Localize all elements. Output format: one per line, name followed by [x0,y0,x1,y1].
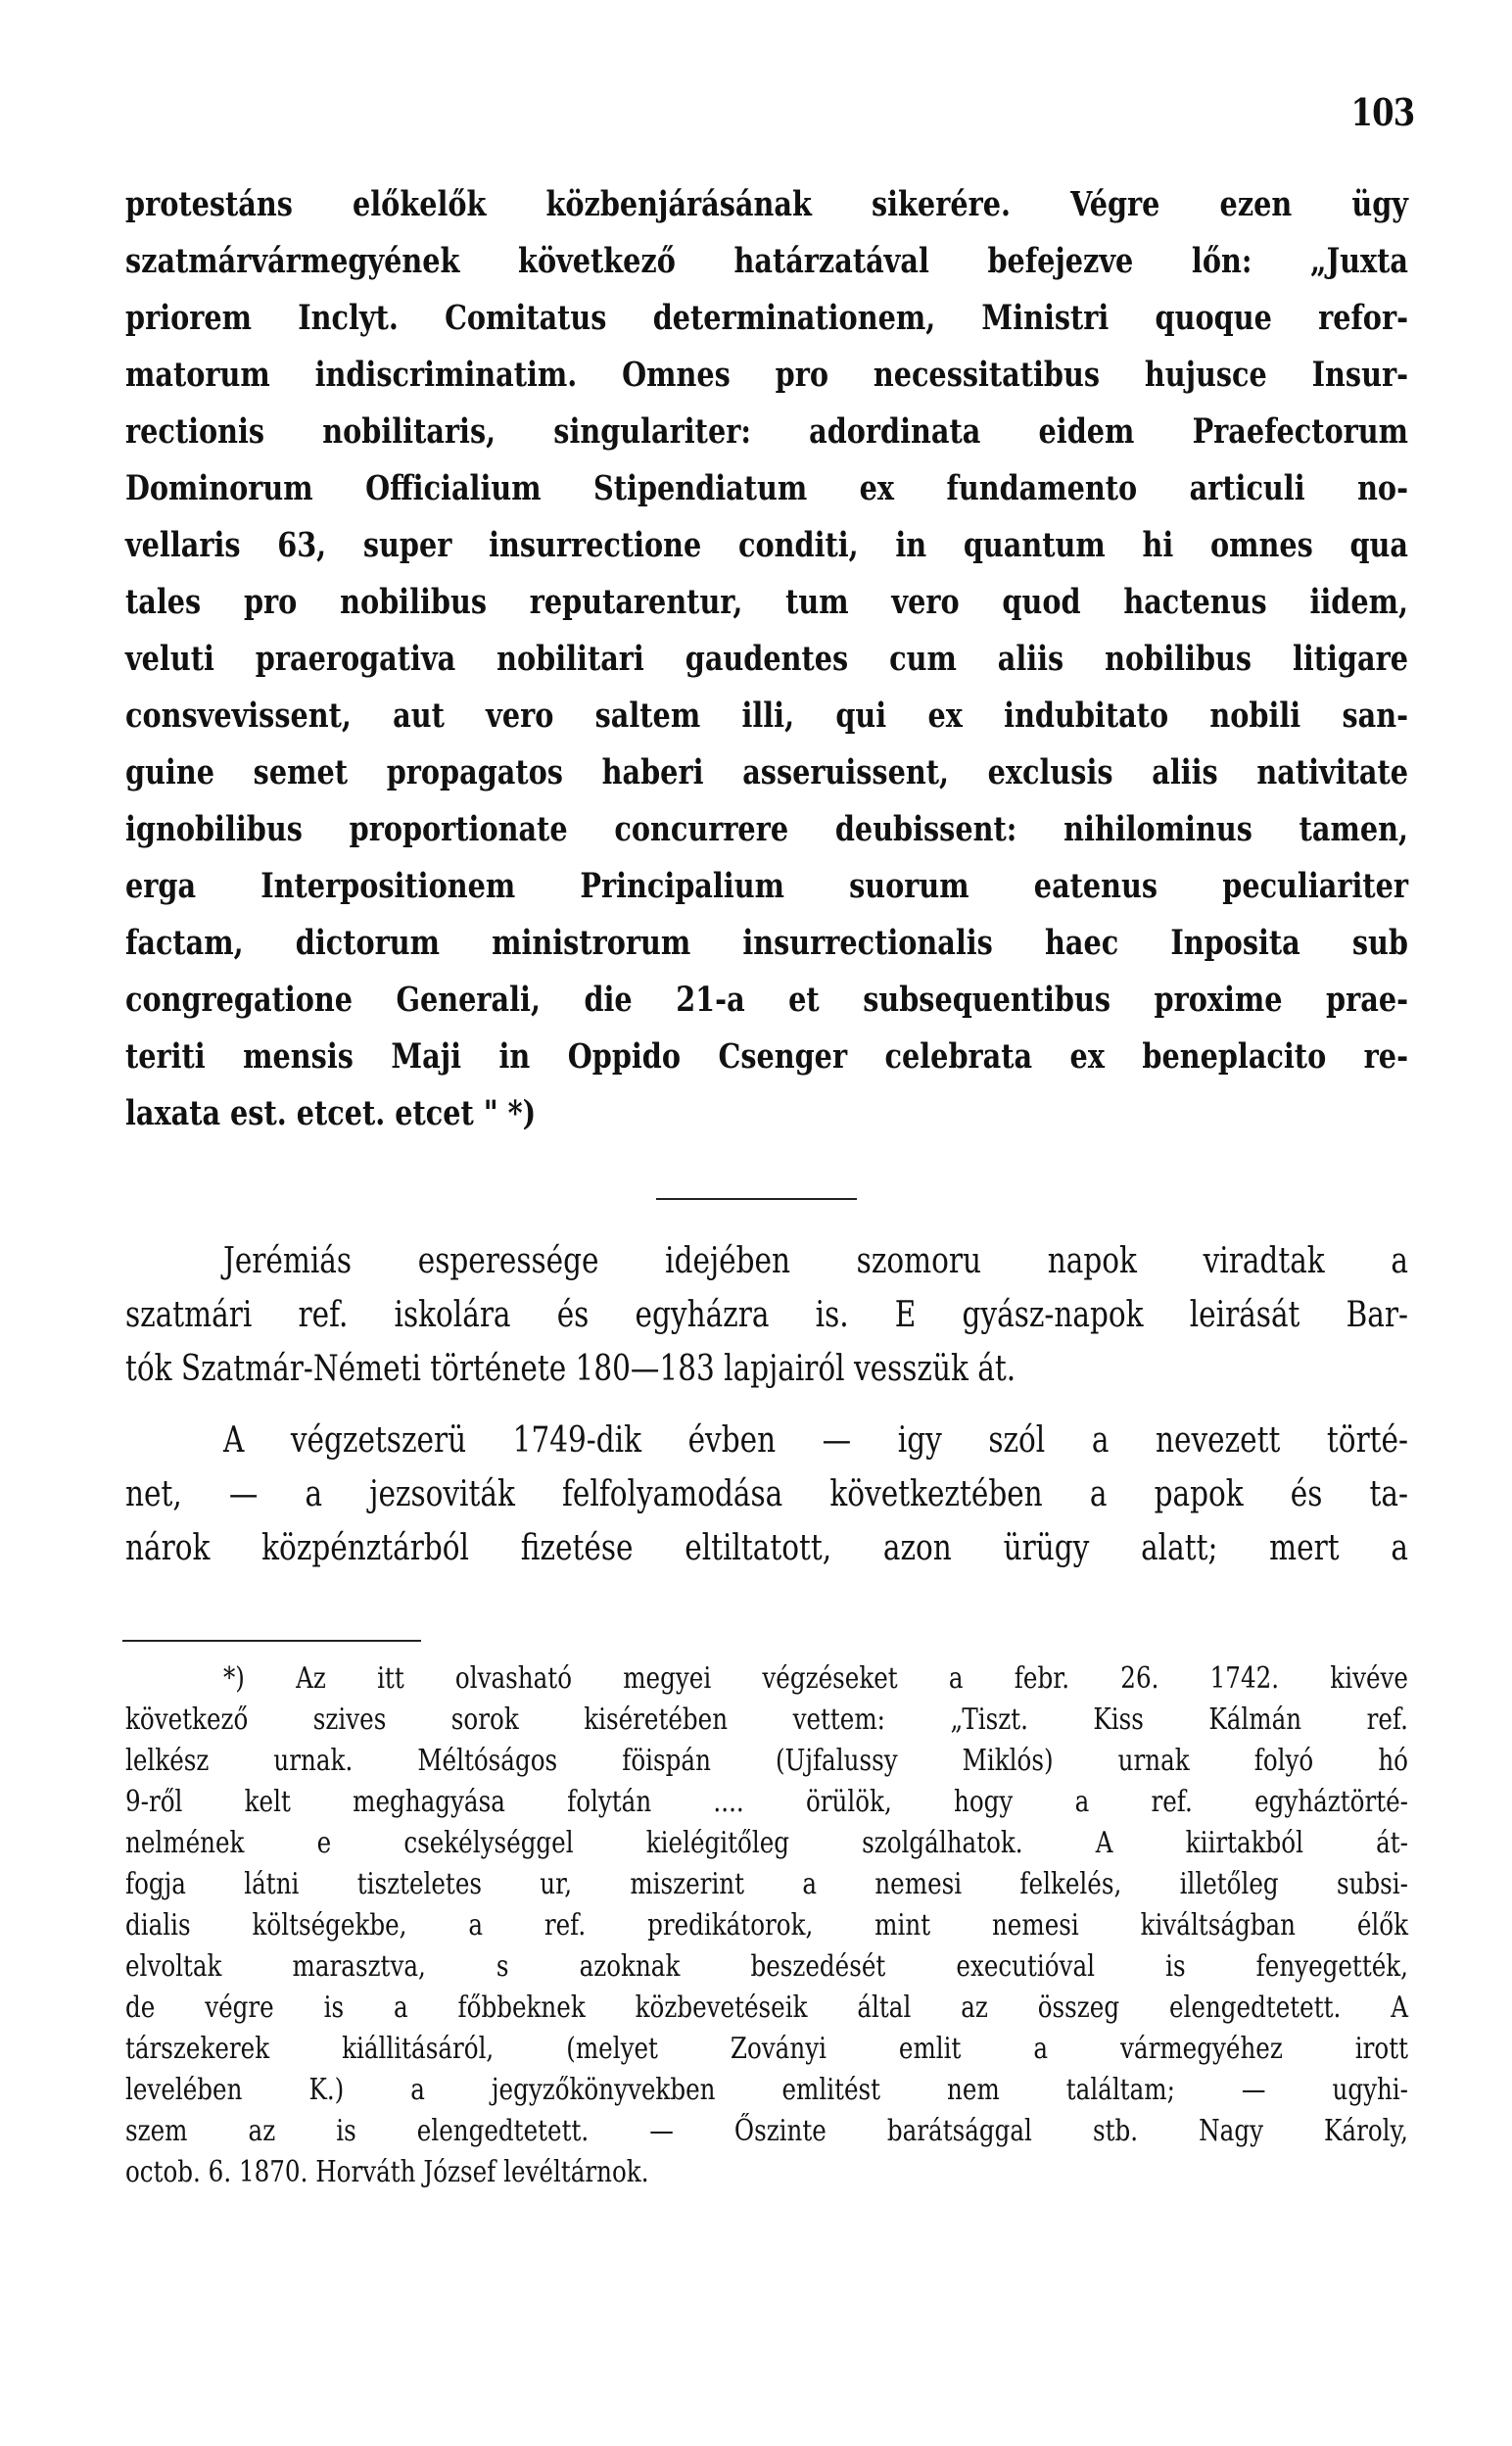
footnote-line: dialis költségekbe, a ref. predikátorok, mint nemesi kiváltságban élők [125,1908,1408,1942]
main-latin-quote-paragraph [125,176,1408,1142]
footnote-line: társzekerek kiállitásáról, (melyet Zoványi emlit a vármegyéhez irott [125,2032,1408,2066]
footnote-block [125,1658,1408,2193]
text-line-last: laxata est. etcet. etcet " *) [125,1093,537,1133]
footnote-line: következő szives sorok kiséretében vettem: „Tiszt. Kiss Kálmán ref. [125,1703,1408,1737]
text-line: szatmári ref. iskolára és egyházra is. E gyász-napok leirását Bar- [125,1295,1408,1335]
footnote-line: de végre is a főbbeknek közbevetéseik által az összeg elengedtetett. A [125,1990,1408,2025]
text-line: tales pro nobilibus reputarentur, tum vero quod hactenus iidem, [125,582,1408,622]
text-line: matorum indiscriminatim. Omnes pro necessitatibus hujusce Insur- [125,355,1408,395]
text-line: priorem Inclyt. Comitatus determinationem, Ministri quoque refor- [125,298,1408,338]
footnote-line: fogja látni tiszteletes ur, miszerint a nemesi felkelés, illetőleg subsi- [125,1867,1408,1901]
footnote-line-last: octob. 6. 1870. Horváth József levéltárnok. [125,2155,649,2189]
paragraph-gap [125,1396,1408,1414]
footnote-line: *) Az itt olvasható megyei végzéseket a febr. 26. 1742. kivéve [222,1661,1408,1696]
text-line: ignobilibus proportionate concurrere deubissent: nihilominus tamen, [125,809,1408,849]
text-line: net, — a jezsoviták felfolyamodása következtében a papok és ta- [125,1474,1408,1514]
paragraph-jeremias [125,1234,1408,1396]
footnote-line: levelében K.) a jegyzőkönyvekben emlitést nem találtam; — ugyhi- [125,2073,1408,2107]
text-line: teriti mensis Maji in Oppido Csenger celebrata ex beneplacito re- [125,1036,1408,1077]
text-line: szatmárvármegyének következő határzatával befejezve lőn: „Juxta [125,241,1408,281]
page-number: 103 [1350,90,1414,134]
footnote-line: 9-ről kelt meghagyása folytán .... örülök, hogy a ref. egyháztörté- [125,1785,1408,1819]
text-line: congregatione Generali, die 21-a et subsequentibus proxime prae- [125,980,1408,1020]
text-line: consvevissent, aut vero saltem illi, qui ex indubitato nobili san- [125,695,1408,736]
text-line: Dominorum Officialium Stipendiatum ex fundamento articuli no- [125,468,1408,508]
text-line: erga Interpositionem Principalium suorum eatenus peculiariter [125,866,1408,906]
footnote-line: lelkész urnak. Méltóságos föispán (Ujfalussy Miklós) urnak folyó hó [125,1744,1408,1778]
text-line: veluti praerogativa nobilitari gaudentes cum aliis nobilibus litigare [125,639,1408,679]
text-line: Jerémiás esperessége idejében szomoru napok viradtak a [222,1241,1408,1281]
text-line: nárok közpénztárból fizetése eltiltatott, azon ürügy alatt; mert a [125,1528,1408,1568]
footnote-line: elvoltak marasztva, s azoknak beszedését executióval is fenyegették, [125,1949,1408,1984]
text-line: guine semet propagatos haberi asseruissent, exclusis aliis nativitate [125,752,1408,792]
text-line: vellaris 63, super insurrectione conditi, in quantum hi omnes qua [125,525,1408,565]
section-divider-rule [656,1198,857,1200]
paragraph-vegzetszeru [125,1414,1408,1575]
footnote-separator-rule [122,1640,421,1642]
text-line: rectionis nobilitaris, singulariter: adordinata eidem Praefectorum [125,411,1408,452]
footnote-line: nelmének e csekélységgel kielégitőleg szolgálhatok. A kiirtakból át- [125,1826,1408,1860]
text-line: protestáns előkelők közbenjárásának sikerére. Végre ezen ügy [125,184,1408,224]
footnote-line: szem az is elengedtetett. — Őszinte barátsággal stb. Nagy Károly, [125,2114,1408,2148]
text-line-last: tók Szatmár-Németi története 180—183 lapjairól vesszük át. [125,1349,1016,1389]
text-line: A végzetszerü 1749-dik évben — igy szól a nevezett törté- [222,1420,1408,1461]
text-line: factam, dictorum ministrorum insurrectionalis haec Inposita sub [125,923,1408,963]
section-jeremias [125,1234,1408,1575]
